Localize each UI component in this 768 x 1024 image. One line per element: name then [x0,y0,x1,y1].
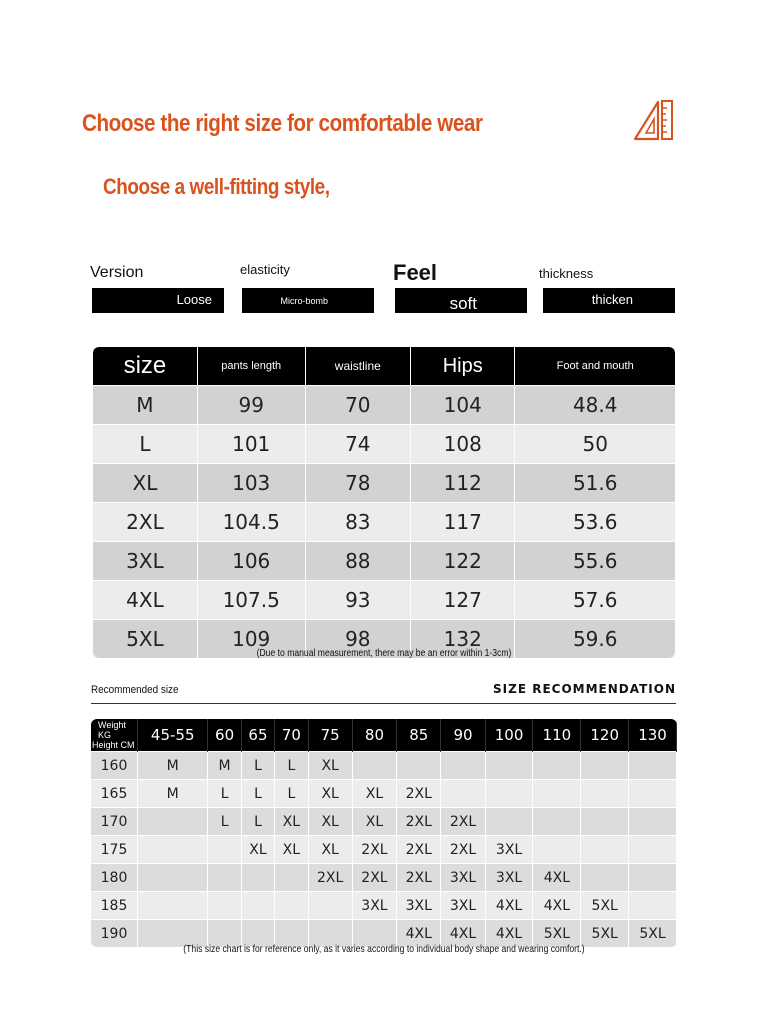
size-cell [581,864,629,892]
ruler-triangle-icon [632,97,676,143]
height-cell: 175 [91,836,138,864]
table-cell: 88 [305,542,411,581]
weight-header: 65 [241,719,274,752]
size-cell: 3XL [441,864,485,892]
size-cell [629,836,677,864]
size-cell [441,780,485,808]
table-row [91,808,677,836]
attribute-label: Version [90,264,144,281]
size-cell [241,920,274,948]
size-cell: XL [275,808,308,836]
weight-header: 100 [485,719,533,752]
table-cell: 83 [305,503,411,542]
table-row [93,464,675,503]
weight-header: 45-55 [138,719,208,752]
size-cell [629,780,677,808]
height-cell: 160 [91,752,138,780]
size-cell: XL [352,808,396,836]
size-cell: 2XL [397,808,441,836]
size-cell: 5XL [581,920,629,948]
size-cell [533,752,581,780]
size-cell [441,752,485,780]
size-cell: 5XL [629,920,677,948]
size-cell [533,836,581,864]
table-row [91,920,677,948]
size-cell: 2XL [397,780,441,808]
size-table-header [93,347,675,386]
attribute-feel [393,262,527,314]
size-cell: 3XL [352,892,396,920]
table-cell: 5XL [93,620,197,659]
column-header-waistline: waistline [305,347,411,386]
size-cell: 2XL [308,864,352,892]
table-cell: 101 [197,425,305,464]
size-cell [241,864,274,892]
size-cell [138,864,208,892]
size-cell: L [241,752,274,780]
size-cell: 4XL [533,892,581,920]
divider [91,703,676,704]
size-cell: 3XL [485,864,533,892]
column-header-hips: Hips [411,347,515,386]
table-cell: 103 [197,464,305,503]
size-cell: L [275,752,308,780]
attribute-label: Feel [393,260,438,285]
table-cell: 55.6 [515,542,675,581]
size-cell [629,892,677,920]
table-cell: 117 [411,503,515,542]
size-cell [208,836,241,864]
table-cell: 104 [411,386,515,425]
size-cell: 4XL [397,920,441,948]
size-cell [275,892,308,920]
height-cm-label: Height CM [92,740,135,750]
attribute-value: Loose [176,292,212,307]
table-cell: 50 [515,425,675,464]
table-cell: 104.5 [197,503,305,542]
table-cell: 2XL [93,503,197,542]
size-cell [485,808,533,836]
size-cell [138,892,208,920]
recommendation-table [91,719,677,947]
size-cell [485,752,533,780]
size-cell [629,864,677,892]
table-cell: 109 [197,620,305,659]
table-row [93,386,675,425]
weight-header: 90 [441,719,485,752]
size-cell: L [208,808,241,836]
weight-header: 120 [581,719,629,752]
table-row [93,425,675,464]
size-cell: 5XL [533,920,581,948]
weight-header: 85 [397,719,441,752]
column-header-pants-length: pants length [197,347,305,386]
measurement-note: (Due to manual measurement, there may be an error within 1-3cm) [256,648,512,659]
size-cell [138,920,208,948]
size-cell: XL [308,836,352,864]
size-cell: 3XL [485,836,533,864]
table-row [91,864,677,892]
size-cell [275,864,308,892]
size-cell: L [241,808,274,836]
table-row [91,752,677,780]
table-cell: 48.4 [515,386,675,425]
recommended-size-label: Recommended size [91,684,179,696]
size-cell [308,892,352,920]
height-cell: 170 [91,808,138,836]
size-cell [581,752,629,780]
table-cell: 78 [305,464,411,503]
attribute-thickness [539,262,673,314]
table-cell: 107.5 [197,581,305,620]
table-cell: 108 [411,425,515,464]
size-cell [352,920,396,948]
size-cell: L [275,780,308,808]
table-cell: L [93,425,197,464]
table-cell: 98 [305,620,411,659]
size-cell [581,836,629,864]
height-cell: 165 [91,780,138,808]
weight-kg-label: Weight KG [98,720,126,740]
table-cell: 93 [305,581,411,620]
table-cell: 70 [305,386,411,425]
size-cell: 4XL [485,920,533,948]
size-cell: XL [275,836,308,864]
size-cell: 2XL [397,836,441,864]
size-cell: 3XL [441,892,485,920]
weight-header: 110 [533,719,581,752]
size-cell [241,892,274,920]
size-cell: 4XL [533,864,581,892]
size-cell [581,780,629,808]
recommendation-header [91,719,677,752]
weight-header: 75 [308,719,352,752]
size-cell: XL [352,780,396,808]
size-cell: M [208,752,241,780]
size-cell [208,892,241,920]
size-cell: 2XL [397,864,441,892]
size-cell [581,808,629,836]
table-cell: 74 [305,425,411,464]
table-cell: 53.6 [515,503,675,542]
size-cell: 4XL [485,892,533,920]
size-cell [208,920,241,948]
size-cell [485,780,533,808]
size-cell [352,752,396,780]
reference-note: (This size chart is for reference only, as it varies according to individual body shape and wearing comfort.) [183,944,585,955]
column-header-size: size [93,347,197,386]
size-cell: XL [308,808,352,836]
corner-header [91,719,138,752]
table-cell: 106 [197,542,305,581]
size-cell [533,780,581,808]
table-cell: 51.6 [515,464,675,503]
size-cell: XL [241,836,274,864]
attribute-value: soft [449,294,477,313]
table-cell: M [93,386,197,425]
size-cell: XL [308,752,352,780]
size-cell: 3XL [397,892,441,920]
column-header-foot-mouth: Foot and mouth [515,347,675,386]
size-cell: 2XL [352,864,396,892]
size-cell [533,808,581,836]
size-cell: 5XL [581,892,629,920]
size-table [93,347,675,658]
height-cell: 180 [91,864,138,892]
size-cell: L [208,780,241,808]
attribute-value: Micro-bomb [280,296,328,306]
size-cell: M [138,752,208,780]
table-cell: 4XL [93,581,197,620]
table-row [91,836,677,864]
table-cell: XL [93,464,197,503]
table-cell: 59.6 [515,620,675,659]
table-row [93,542,675,581]
attribute-value: thicken [591,292,633,307]
weight-header: 70 [275,719,308,752]
table-row [91,892,677,920]
size-cell [275,920,308,948]
table-row [93,581,675,620]
size-cell [138,836,208,864]
page-title: Choose the right size for comfortable wear [82,110,483,137]
table-cell: 57.6 [515,581,675,620]
table-cell: 112 [411,464,515,503]
weight-header: 130 [629,719,677,752]
size-cell: 4XL [441,920,485,948]
table-cell: 122 [411,542,515,581]
table-cell: 127 [411,581,515,620]
attribute-label: elasticity [240,262,290,277]
weight-header: 60 [208,719,241,752]
table-cell: 132 [411,620,515,659]
size-cell: 2XL [352,836,396,864]
weight-header: 80 [352,719,396,752]
size-cell [138,808,208,836]
size-cell: XL [308,780,352,808]
table-row [93,503,675,542]
table-row [91,780,677,808]
size-cell [629,752,677,780]
size-cell: M [138,780,208,808]
attribute-version [90,262,224,314]
size-cell: 2XL [441,808,485,836]
height-cell: 185 [91,892,138,920]
height-cell: 190 [91,920,138,948]
size-cell [629,808,677,836]
table-cell: 99 [197,386,305,425]
attribute-label: thickness [539,266,594,281]
table-cell: 3XL [93,542,197,581]
size-cell: 2XL [441,836,485,864]
size-cell [397,752,441,780]
page-subtitle: Choose a well-fitting style, [103,174,330,199]
attribute-elasticity [240,262,374,314]
size-recommendation-title: SIZE RECOMMENDATION [493,682,676,696]
size-cell [208,864,241,892]
size-cell [308,920,352,948]
size-cell: L [241,780,274,808]
